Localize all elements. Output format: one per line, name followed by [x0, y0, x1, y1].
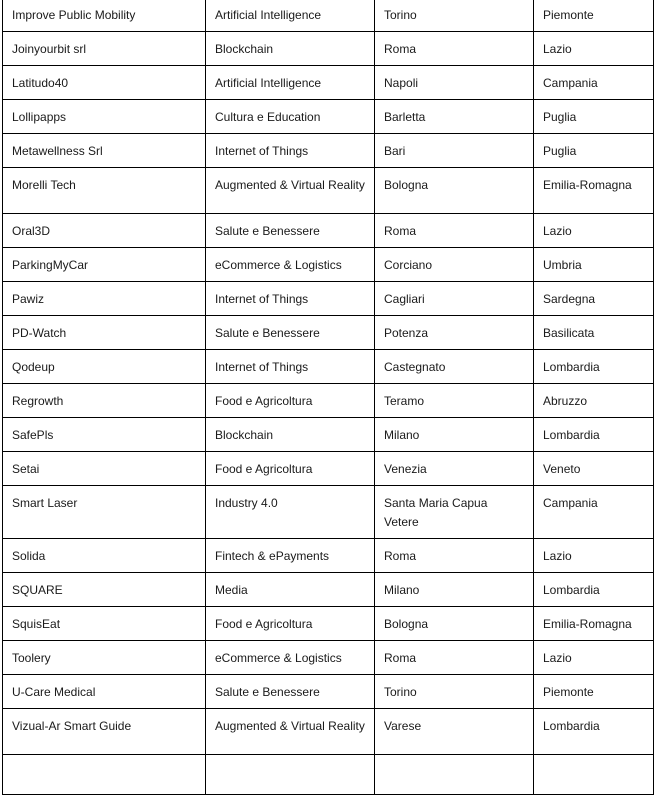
- cell-city: [375, 168, 534, 214]
- sector-text: Internet of Things: [215, 360, 309, 374]
- name-text: SafePls: [12, 428, 54, 442]
- cell-name: [3, 248, 206, 282]
- name-text: SquisEat: [12, 617, 61, 631]
- region-text: Umbria: [543, 258, 582, 272]
- sector-text: Salute e Benessere: [215, 224, 320, 238]
- cell-region: [534, 66, 654, 100]
- city-text: Milano: [384, 583, 420, 597]
- cell-name: [3, 0, 206, 32]
- sector-text: Media: [215, 583, 248, 597]
- cell-city: [375, 418, 534, 452]
- region-text: Campania: [543, 76, 598, 90]
- name-text: Oral3D: [12, 224, 51, 238]
- name-text: Solida: [12, 549, 46, 563]
- region-text: Lombardia: [543, 583, 600, 597]
- cell-sector: [206, 452, 375, 486]
- cell-name: [3, 641, 206, 675]
- cell-name: [3, 350, 206, 384]
- cell-sector: [206, 0, 375, 32]
- sector-text: Internet of Things: [215, 292, 309, 306]
- cell-region: [534, 607, 654, 641]
- region-text: Puglia: [543, 144, 577, 158]
- table-row: [3, 486, 654, 539]
- name-text: ParkingMyCar: [12, 258, 89, 272]
- name-text: Pawiz: [12, 292, 45, 306]
- cell-sector: [206, 316, 375, 350]
- cell-name: [3, 168, 206, 214]
- cell-sector: [206, 539, 375, 573]
- cell-region: [534, 350, 654, 384]
- cell-city: [375, 316, 534, 350]
- region-text: Lombardia: [543, 428, 600, 442]
- cell-sector: [206, 134, 375, 168]
- cell-name: [3, 709, 206, 755]
- city-text: Cagliari: [384, 292, 425, 306]
- table-row: [3, 384, 654, 418]
- cell-city: [375, 66, 534, 100]
- cell-region: [534, 214, 654, 248]
- city-text: Castegnato: [384, 360, 446, 374]
- cell-city: [375, 486, 534, 539]
- sector-text: Augmented & Virtual Reality: [215, 178, 365, 192]
- name-text: Improve Public Mobility: [12, 8, 136, 22]
- table-row: [3, 134, 654, 168]
- cell-name: [3, 214, 206, 248]
- cell-city: [375, 248, 534, 282]
- city-text: Varese: [384, 719, 422, 733]
- city-text: Torino: [384, 685, 417, 699]
- table-row: [3, 316, 654, 350]
- cell-name: [3, 32, 206, 66]
- cell-name: [3, 486, 206, 539]
- cell-region: [534, 32, 654, 66]
- startup-table: [2, 0, 654, 795]
- city-text: Venezia: [384, 462, 427, 476]
- sector-text: eCommerce & Logistics: [215, 651, 342, 665]
- sector-text: Blockchain: [215, 428, 274, 442]
- cell-region: [534, 316, 654, 350]
- cell-region: [534, 675, 654, 709]
- table-row: [3, 573, 654, 607]
- cell-region: [534, 539, 654, 573]
- region-text: Basilicata: [543, 326, 595, 340]
- table-row: [3, 0, 654, 32]
- cell-sector: [206, 755, 375, 795]
- city-text: Bologna: [384, 617, 429, 631]
- region-text: Abruzzo: [543, 394, 588, 408]
- table-row: [3, 66, 654, 100]
- table-body: [3, 0, 654, 795]
- cell-sector: [206, 282, 375, 316]
- cell-region: [534, 384, 654, 418]
- cell-region: [534, 248, 654, 282]
- sector-text: Food e Agricoltura: [215, 462, 313, 476]
- cell-region: [534, 573, 654, 607]
- region-text: Campania: [543, 496, 598, 510]
- name-text: Joinyourbit srl: [12, 42, 87, 56]
- cell-region: [534, 641, 654, 675]
- cell-name: [3, 66, 206, 100]
- cell-sector: [206, 100, 375, 134]
- cell-sector: [206, 248, 375, 282]
- name-text: Qodeup: [12, 360, 55, 374]
- cell-region: [534, 755, 654, 795]
- sector-text: Food e Agricoltura: [215, 617, 313, 631]
- cell-city: [375, 32, 534, 66]
- table-row: [3, 350, 654, 384]
- sector-text: Cultura e Education: [215, 110, 321, 124]
- cell-name: [3, 539, 206, 573]
- cell-sector: [206, 350, 375, 384]
- region-text: Piemonte: [543, 8, 594, 22]
- city-text: Potenza: [384, 326, 429, 340]
- region-text: Lombardia: [543, 719, 600, 733]
- sector-text: Internet of Things: [215, 144, 309, 158]
- cell-region: [534, 134, 654, 168]
- region-text: Puglia: [543, 110, 577, 124]
- cell-sector: [206, 607, 375, 641]
- cell-sector: [206, 486, 375, 539]
- name-text: Morelli Tech: [12, 178, 76, 192]
- city-text: Corciano: [384, 258, 433, 272]
- cell-city: [375, 350, 534, 384]
- region-text: Sardegna: [543, 292, 596, 306]
- sector-text: Salute e Benessere: [215, 685, 320, 699]
- cell-city: [375, 539, 534, 573]
- sector-text: Augmented & Virtual Reality: [215, 719, 365, 733]
- name-text: Smart Laser: [12, 496, 78, 510]
- table-row: [3, 539, 654, 573]
- name-text: SQUARE: [12, 583, 63, 597]
- city-text: Roma: [384, 549, 417, 563]
- sector-text: Fintech & ePayments: [215, 549, 330, 563]
- cell-region: [534, 282, 654, 316]
- table-row: [3, 755, 654, 795]
- city-text: Barletta: [384, 110, 426, 124]
- name-text: Setai: [12, 462, 40, 476]
- sector-text: Artificial Intelligence: [215, 8, 322, 22]
- cell-region: [534, 709, 654, 755]
- sector-text: Salute e Benessere: [215, 326, 320, 340]
- cell-region: [534, 168, 654, 214]
- cell-city: [375, 641, 534, 675]
- region-text: Piemonte: [543, 685, 594, 699]
- name-text: Metawellness Srl: [12, 144, 103, 158]
- cell-name: [3, 134, 206, 168]
- table-row: [3, 452, 654, 486]
- name-text: Latitudo40: [12, 76, 69, 90]
- region-text: Emilia-Romagna: [543, 178, 632, 192]
- cell-sector: [206, 573, 375, 607]
- region-text: Lazio: [543, 651, 572, 665]
- cell-city: [375, 134, 534, 168]
- cell-sector: [206, 418, 375, 452]
- cell-city: [375, 573, 534, 607]
- city-text: Teramo: [384, 394, 425, 408]
- cell-sector: [206, 214, 375, 248]
- region-text: Lazio: [543, 42, 572, 56]
- table-row: [3, 607, 654, 641]
- cell-region: [534, 452, 654, 486]
- cell-city: [375, 282, 534, 316]
- cell-name: [3, 452, 206, 486]
- region-text: Lombardia: [543, 360, 600, 374]
- sector-text: Artificial Intelligence: [215, 76, 322, 90]
- cell-name: [3, 316, 206, 350]
- table-row: [3, 100, 654, 134]
- cell-city: [375, 384, 534, 418]
- sector-text: Food e Agricoltura: [215, 394, 313, 408]
- table-row: [3, 641, 654, 675]
- region-text: Lazio: [543, 549, 572, 563]
- cell-sector: [206, 66, 375, 100]
- sector-text: Industry 4.0: [215, 496, 278, 510]
- cell-region: [534, 0, 654, 32]
- table-row: [3, 675, 654, 709]
- cell-name: [3, 607, 206, 641]
- cell-city: [375, 0, 534, 32]
- cell-city: [375, 100, 534, 134]
- city-text: Napoli: [384, 76, 419, 90]
- cell-city: [375, 709, 534, 755]
- region-text: Emilia-Romagna: [543, 617, 632, 631]
- table-row: [3, 32, 654, 66]
- cell-region: [534, 486, 654, 539]
- cell-city: [375, 607, 534, 641]
- cell-name: [3, 100, 206, 134]
- city-text: Santa Maria Capua Vetere: [384, 496, 488, 529]
- cell-name: [3, 418, 206, 452]
- city-text: Bari: [384, 144, 406, 158]
- sector-text: eCommerce & Logistics: [215, 258, 342, 272]
- table-row: [3, 214, 654, 248]
- table-row: [3, 282, 654, 316]
- city-text: Roma: [384, 651, 417, 665]
- cell-sector: [206, 168, 375, 214]
- table-row: [3, 709, 654, 755]
- name-text: Vizual-Ar Smart Guide: [12, 719, 132, 733]
- cell-city: [375, 452, 534, 486]
- city-text: Torino: [384, 8, 417, 22]
- table-row: [3, 168, 654, 214]
- cell-name: [3, 755, 206, 795]
- cell-name: [3, 675, 206, 709]
- region-text: Lazio: [543, 224, 572, 238]
- cell-sector: [206, 709, 375, 755]
- cell-city: [375, 755, 534, 795]
- name-text: U-Care Medical: [12, 685, 96, 699]
- cell-name: [3, 384, 206, 418]
- name-text: Regrowth: [12, 394, 64, 408]
- cell-sector: [206, 675, 375, 709]
- sector-text: Blockchain: [215, 42, 274, 56]
- city-text: Bologna: [384, 178, 429, 192]
- cell-name: [3, 282, 206, 316]
- table-row: [3, 418, 654, 452]
- city-text: Roma: [384, 42, 417, 56]
- city-text: Roma: [384, 224, 417, 238]
- cell-city: [375, 675, 534, 709]
- name-text: Toolery: [12, 651, 51, 665]
- cell-region: [534, 418, 654, 452]
- cell-sector: [206, 384, 375, 418]
- name-text: Lollipapps: [12, 110, 67, 124]
- name-text: PD-Watch: [12, 326, 67, 340]
- cell-city: [375, 214, 534, 248]
- city-text: Milano: [384, 428, 420, 442]
- cell-sector: [206, 32, 375, 66]
- cell-name: [3, 573, 206, 607]
- table-row: [3, 248, 654, 282]
- cell-sector: [206, 641, 375, 675]
- cell-region: [534, 100, 654, 134]
- region-text: Veneto: [543, 462, 581, 476]
